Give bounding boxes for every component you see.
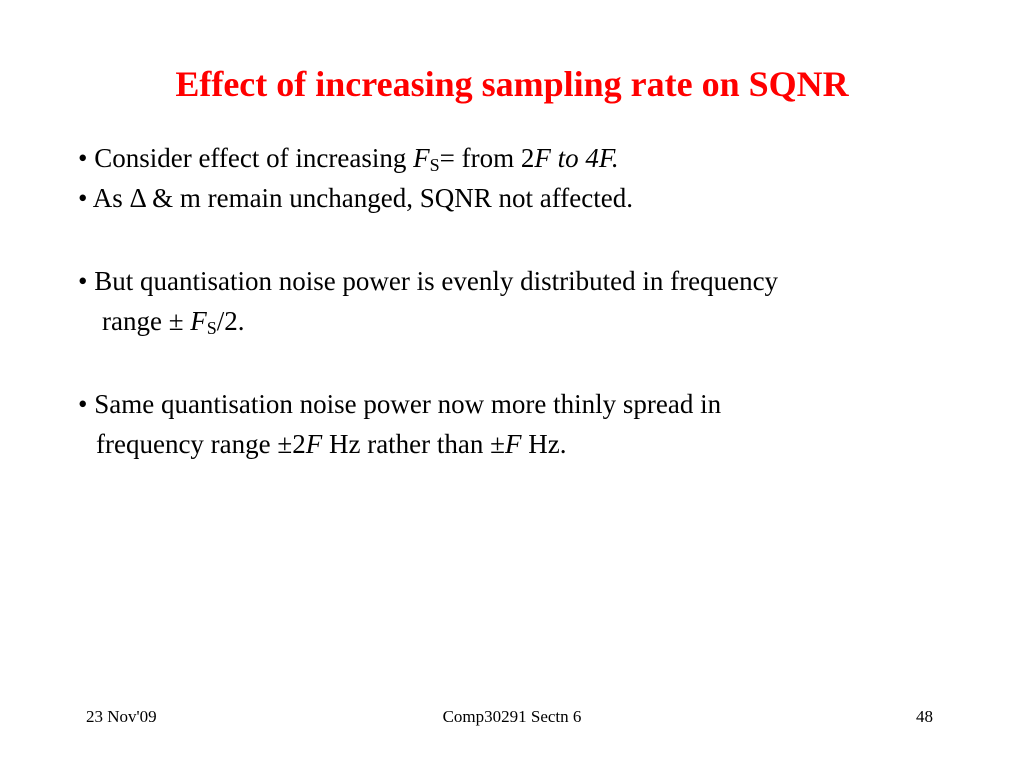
bullet-text: • Consider effect of increasing [78, 143, 414, 173]
symbol-F: F [190, 306, 207, 336]
bullet-text: /2. [216, 306, 245, 336]
subscript-S: S [206, 318, 217, 338]
bullet-text: range ± [102, 306, 191, 336]
bullet-list [78, 138, 978, 464]
footer-date: 23 Nov'09 [86, 707, 157, 726]
symbol-F: F [305, 429, 323, 459]
bullet-text: frequency range ±2 [96, 429, 306, 459]
bullet-text: • As Δ & m remain unchanged, SQNR not affected. [78, 183, 633, 213]
bullet-sqnr-not-affected [78, 178, 978, 218]
bullet-text: = from 2 [439, 143, 535, 173]
bullet-thinly-spread-line1 [78, 384, 978, 424]
slide-title: Effect of increasing sampling rate on SQNR [175, 64, 849, 104]
spacer [78, 341, 978, 384]
bullet-thinly-spread-line2 [78, 424, 978, 464]
footer-course: Comp30291 Sectn 6 [442, 707, 582, 726]
bullet-text-italic: F to 4F. [534, 143, 619, 173]
symbol-F: F [504, 429, 522, 459]
bullet-noise-distribution-line2 [78, 301, 978, 341]
symbol-F: F [413, 143, 430, 173]
subscript-S: S [429, 155, 440, 175]
bullet-consider-effect [78, 138, 978, 178]
footer-page-number: 48 [916, 707, 933, 726]
bullet-text: Hz rather than ± [322, 429, 505, 459]
bullet-text: • Same quantisation noise power now more thinly spread in [78, 389, 722, 419]
spacer [78, 218, 978, 261]
bullet-noise-distribution-line1 [78, 261, 978, 301]
bullet-text: • But quantisation noise power is evenly distributed in frequency [78, 266, 779, 296]
bullet-text: Hz. [521, 429, 567, 459]
